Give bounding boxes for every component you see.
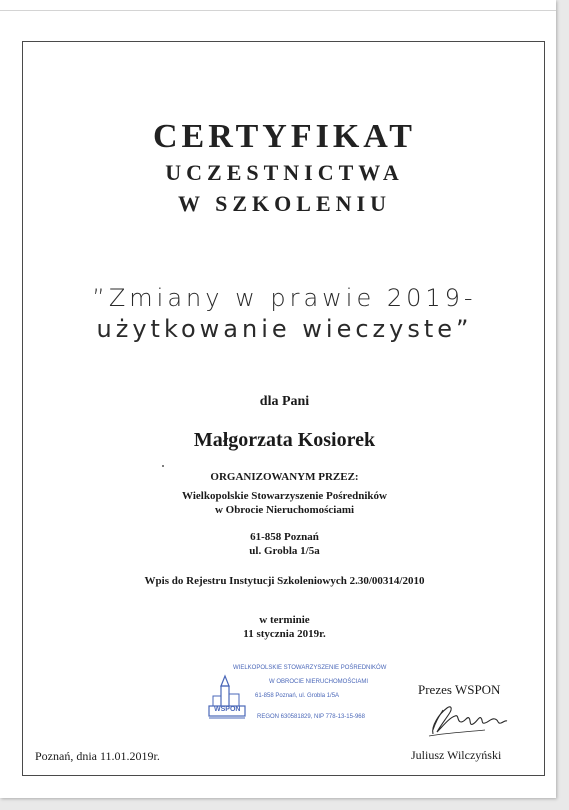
participant-name: Małgorzata Kosiorek [193,429,376,451]
training-topic-line2: użytkowanie wieczyste” [96,315,473,343]
registry-entry: Wpis do Rejestru Instytucji Szkoleniowych 2.30/00314/2010 [144,575,425,587]
stamp-line1: WIELKOPOLSKIE STOWARZYSZENIE POŚREDNIKÓW [233,665,387,671]
wspon-logo-icon [207,672,247,724]
stamp-line3: 61-858 Poznań, ul. Grobla 1/5A [255,693,340,699]
president-name: Juliusz Wilczyński [411,748,502,762]
speck [162,465,164,467]
page-top-edge [0,10,556,11]
organizer-line2: w Obrocie Nieruchomościami [214,504,355,516]
stamp-line4: REGON 630581829, NIP 778-13-15-968 [257,714,365,720]
president-title: Prezes WSPON [418,682,501,697]
address-line1: 61-858 Poznań [250,531,319,543]
place-and-date: Poznań, dnia 11.01.2019r. [35,749,160,763]
stamp-line2: W OBROCIE NIERUCHOMOŚCIAMI [269,679,369,685]
term-date: 11 stycznia 2019r. [243,628,326,640]
certificate-title: CERTYFIKAT [153,118,416,155]
certificate-subtitle-line1: UCZESTNICTWA [165,160,404,185]
organization-stamp [207,662,387,726]
address-line2: ul. Grobla 1/5a [249,545,320,557]
signature-image [425,700,515,738]
stamp-logo-text: WSPON [214,706,241,713]
organizer-line1: Wielkopolskie Stowarzyszenie Pośredników [182,490,387,502]
recipient-label: dla Pani [259,394,310,409]
organized-by-heading: ORGANIZOWANYM PRZEZ: [210,471,359,483]
certificate-subtitle-line2: W SZKOLENIU [178,191,391,216]
term-label: w terminie [259,614,310,626]
training-topic-line1: ”Zmiany w prawie 2019- [92,284,477,312]
